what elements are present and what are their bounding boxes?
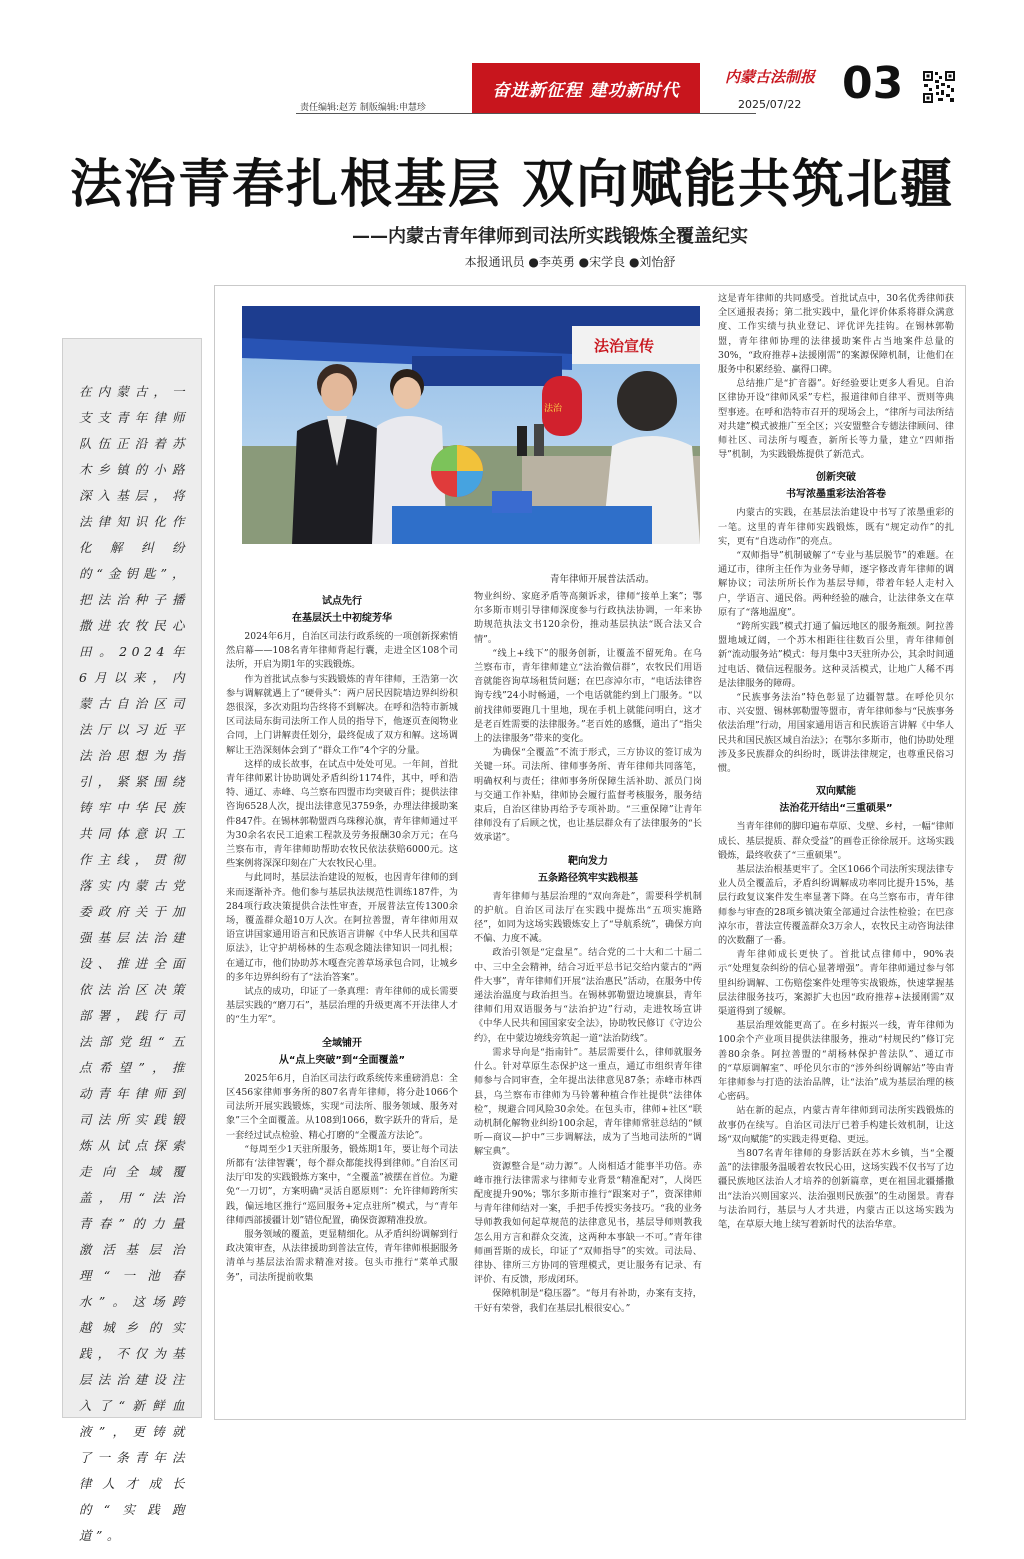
paragraph: “线上+线下”的服务创新，让覆盖不留死角。在乌兰察布市，青年律师建立“法治微信群”，农牧民们用语音就能咨询草场租赁问题；在巴彦淖尔市，“电话法律咨询专线”24小时畅通，一个电话就能约到上门服务。“以前找律师要跑几十里地，现在手机上就能问明白，这才是老百姓需要的法律服务。”老百姓的感慨，道出了“指尖上的法律服务”带来的变化。: [474, 647, 702, 745]
paragraph: 试点的成功，印证了一条真理：青年律师的成长需要基层实践的“磨刀石”，基层治理的升级更离不开法律人才的“生力军”。: [226, 986, 458, 1026]
paragraph: 当807名青年律师的身影活跃在苏木乡镇，当“全覆盖”的法律服务温暖着农牧民心田，这场实践不仅书写了边疆民族地区法治人才培养的创新篇章，更在祖国北疆播撒出“法治兴则国家兴、法治强则民族强”的生动图景。青春与法治同行，基层与人才共进，内蒙古正以这场实践为笔，在草原大地上续写着新时代的法治华章。: [718, 1147, 954, 1230]
paragraph: 物业纠纷、家庭矛盾等高频诉求，律师“接单上案”；鄂尔多斯市则引导律师深度参与行政执法协调，一年来协助规范执法文书120余份，推动基层执法“既合法又合情”。: [474, 591, 702, 645]
section-subtitle-2: 从“点上突破”到“全面覆盖”: [278, 1054, 406, 1066]
paragraph: 服务领域的覆盖，更显精细化。从矛盾纠纷调解到行政决策审查，从法律援助到普法宣传，青年律师根据服务清单与基层法治需求精准对接。包头市推行“菜单式服务”，司法所提前收集: [226, 1228, 458, 1283]
paragraph: 青年律师与基层治理的“双向奔赴”，需要科学机制的护航。自治区司法厅在实践中提炼出“五项实施路径”，如同为这场实践锻炼安上了“导航系统”，确保方向不偏、力度不减。: [474, 890, 702, 945]
qr-code-icon[interactable]: [922, 70, 956, 104]
editors-line: 责任编辑:赵芳 制版编辑:申慧珍: [300, 103, 426, 113]
paragraph: “双师指导”机制破解了“专业与基层脱节”的难题。在通辽市，律所主任作为业务导师，逐字修改青年律师的调解协议；司法所所长作为基层导师，带着年轻人走村入户，学语言、通民俗。两种经验的融合，让法律条文在草原有了“落地温度”。: [718, 550, 954, 618]
section-title-2: 全域铺开: [322, 1037, 362, 1049]
paragraph: 当青年律师的脚印遍布草原、戈壁、乡村，一幅“律师成长、基层提质、群众受益”的画卷正徐徐展开。这场实践锻炼，最终收获了“三重硕果”。: [718, 821, 954, 861]
photo-caption: 青年律师开展普法活动。: [550, 574, 655, 585]
section-subtitle-5: 法治花开结出“三重硕果”: [779, 803, 893, 815]
paragraph: 基层法治根基更牢了。全区1066个司法所实现法律专业人员全覆盖后，矛盾纠纷调解成功率同比提升15%，基层行政复议案件发生率显著下降。在乌兰察布市，青年律师参与审查的28项乡镇决策全部通过合法性检验；在巴彦淖尔市，普法宣传覆盖群众3万余人，农牧民主动咨询法律的次数翻了一番。: [718, 863, 954, 946]
svg-text:法治: 法治: [544, 404, 563, 414]
section-title-4: 创新突破: [816, 472, 856, 484]
paragraph: 这样的成长故事，在试点中处处可见。一年间，首批青年律师累计协助调处矛盾纠纷1174件，其中，呼和浩特、通辽、赤峰、乌兰察布四盟市均突破百件；提供法律咨询6528人次，提出法律意见3759条，办理法律援助案件847件。在锡林郭勒盟西乌珠穆沁旗，青年律师通过平为30余名农民工追索工程款及劳务报酬30余万元；在乌兰察布市，青年律师助帮助农牧民依法获赔6000元。这些案例将深深印刻在广大农牧民心里。: [226, 758, 458, 870]
lead-text: 在内蒙古，一支支青年律师队伍正沿着苏木乡镇的小路深入基层，将法律知识化作化解纠纷的“金钥匙”，把法治种子播撒进农牧民心田。2024年6月以来，内蒙古自治区司法厅以习近平法治思想为指引，紧紧围绕铸牢中华民族共同体意识工作主线，贯彻落实内蒙古党委政府关于加强基层法治建设、推进全面依法治区决策部署，践行司法部党组“五点希望”，推动青年律师到司法所实践锻炼从试点探索走向全域覆盖，用“法治青春”的力量激活基层治理“一池春水”。这场跨越城乡的实践，不仅为基层法治建设注入了“新鲜血液”，更铸就了一条青年法律人才成长的“实践跑道”。: [79, 384, 189, 1543]
column-middle: [474, 590, 702, 1406]
paragraph: 总结推广是“扩音器”。好经验要让更多人看见。自治区律协开设“律师风采”专栏，报道律师自律平、贾则等典型事迹。在呼和浩特市召开的现场会上，“律所与司法所结对共建”模式被推广至全区；兴安盟整合专德法律顾问、律师社区、司法所与嘎查，新所长等力量，建立“四师指导”机制，为实践锻炼提供了新范式。: [718, 378, 954, 461]
paragraph: 2025年6月，自治区司法行政系统传来重磅消息：全区456家律师事务所的807名青年律师，将分赴1066个司法所开展实践锻炼，实现“司法所、服务领域、服务对象”三个全面覆盖。从108到1066，数字跃升的背后，是一套经过试点检验、精心打磨的“全覆盖方法论”。: [226, 1072, 458, 1141]
header-rule: [296, 113, 756, 114]
section-title-5: 双向赋能: [816, 786, 856, 798]
subtitle: ——内蒙古青年律师到司法所实践锻炼全覆盖纪实: [352, 226, 748, 247]
section-title-1: 试点先行: [322, 596, 362, 607]
paragraph: 为确保“全覆盖”不流于形式，三方协议的签订成为关键一环。司法所、律师事务所、青年律师共同落笔，明确权利与责任；律师事务所保障生活补助、派员门岗与交通工作补贴，律师协会履行监督考核服务，服务结束后，自治区律协再给予专项补助。“三重保障”让青年律师没有了后顾之忧，也让基层群众有了法律服务的“长效承诺”。: [474, 747, 702, 844]
paragraph: “每周至少1天驻所服务，锻炼期1年，要让每个司法所都有‘法律智囊’，每个群众都能找得到律师。”自治区司法厅印发的实践锻炼方案中，“全覆盖”被摆在首位。为避免“一刀切”，方案明确“灵活自愿原则”：允许律师跨所实践，偏远地区推行“巡回服务+定点驻所”模式，与“青年律师西部援疆计划”错位配置，确保资源精准投放。: [226, 1143, 458, 1226]
article-photo[interactable]: [242, 306, 700, 544]
section-subtitle-1: 在基层沃土中初绽芳华: [292, 613, 392, 624]
paragraph: 基层治理效能更高了。在乡村振兴一线，青年律师为100余个产业项目提供法律服务，推动“村规民约”修订完善80余条。阿拉善盟的“胡杨林保护普法队”、通辽市的“草原调解室”、呼伦贝尔市的“涉外纠纷调解站”等由青年律师参与打造的法治品牌，让“法治”成为基层治理的核心密码。: [718, 1020, 954, 1103]
paragraph: “跨所实践”模式打通了偏远地区的服务瓶颈。阿拉善盟地域辽阔，一个苏木相距往往数百公里，青年律师创新“流动服务站”模式：每月集中3天驻所办公，其余时间通过电话、微信远程服务。这种灵活模式，让地广人稀不再是法律服务的障碍。: [718, 621, 954, 689]
theme-banner: 奋进新征程 建功新时代: [472, 63, 700, 113]
paragraph: 青年律师成长更快了。首批试点律师中，90%表示“处理复杂纠纷的信心显著增强”。青年律师通过参与邻里纠纷调解、工伤赔偿案件处理等实战锻炼，快速掌握基层法律服务技巧，案源扩大也因“政府推荐+法援刚需”双渠道得到了缓解。: [718, 949, 954, 1017]
section-subtitle-3: 五条路径筑牢实践根基: [538, 872, 638, 884]
section-title-3: 靶向发力: [568, 855, 608, 867]
paragraph: 政治引领是“定盘星”。结合党的二十大和二十届二中、三中全会精神，结合习近平总书记交给内蒙古的“两件大事”，青年律师们开展“法治惠民”活动，在服务中传递法治温度与政治担当。在锡林郭勒盟边境旗县，青年律师们用双语服务与“法治护边”行动，走进牧场宣讲《中华人民共和国国家安全法》，协助牧民修订《守边公约》，在中蒙边境线旁筑起一道“法治防线”。: [474, 947, 702, 1044]
page-title: 法治青春扎根基层 双向赋能共筑北疆: [69, 154, 955, 215]
paragraph: 2024年6月，自治区司法行政系统的一项创新探索悄然启幕——108名青年律师背起行囊，走进全区108个司法所，开启为期1年的实践锻炼。: [226, 631, 458, 671]
publication-date: 2025/07/22: [738, 98, 802, 111]
section-subtitle-4: 书写浓墨重彩法治答卷: [786, 489, 886, 501]
page-number: 03: [842, 58, 904, 109]
column-right: [718, 292, 954, 1406]
paragraph: “民族事务法治”特色彰显了边疆智慧。在呼伦贝尔市、兴安盟、锡林郭勒盟等盟市，青年律师参与“民族事务依法治理”行动，用国家通用语言和民族语言讲解《中华人民共和国民族区域自治法》；在鄂尔多斯市，他们协助处理涉及多民族群众的纠纷时，既讲法律规定，也尊重民俗习惯。: [718, 692, 954, 775]
paragraph: 站在新的起点，内蒙古青年律师到司法所实践锻炼的故事仍在续写。自治区司法厅已着手构建长效机制，让这场“双向赋能”的实践走得更稳、更远。: [718, 1105, 954, 1145]
paragraph: 与此同时，基层法治建设的短板，也因青年律师的到来而逐渐补齐。他们参与基层执法规范性训练187件，为284项行政决策提供合法性审查，开展普法宣传1300余场，覆盖群众超10万人次。在阿拉善盟，青年律师用双语宣讲国家通用语言和民族语言讲解《中华人民共和国草原法》，让守护胡杨林的生态观念随法律知识一同扎根；在通辽市，他们协助苏木嘎查完善草场承包合同，让城乡的多年边界纠纷有了“法治答案”。: [226, 872, 458, 983]
paragraph: 需求导向是“指南针”。基层需要什么，律师就服务什么。针对草原生态保护这一重点，通辽市组织青年律师参与合同审查，全年提出法律意见87条；赤峰市林西县，乌兰察布市律师为马铃薯种植合作社提供“法律体检”，规避合同风险30余处。在包头市，律师+社区“联动机制化解物业纠纷100余起，青年律师常驻总结的“倾听—商议—护中”三步调解法，成为了当地司法所的“调解宝典”。: [474, 1046, 702, 1158]
paragraph: 资源整合是“动力源”。人岗相适才能事半功倍。赤峰市推行法律需求与律师专业背景“精准配对”，人岗匹配度提升90%；鄂尔多斯市推行“跟案对子”，资深律师与青年律师结对一案，手把手传授实务技巧。“我的业务导师教我如何起草规范的法律意见书，基层导师则教我怎么用方言和群众交流，这两种本事缺一不可。”青年律师画晋斯的成长，印证了“双师指导”的实效。司法局、律协、律所三方协同的管理模式，更让服务有记录、有评价、有反馈，形成闭环。: [474, 1160, 702, 1286]
paragraph: 内蒙古的实践，在基层法治建设中书写了浓墨重彩的一笔。这里的青年律师实践锻炼，既有“规定动作”的扎实，更有“自选动作”的亮点。: [718, 507, 954, 547]
tent-sign: 法治宣传: [594, 337, 655, 355]
paragraph: 这是青年律师的共同感受。首批试点中，30名优秀律师获全区通报表扬；第二批实践中，量化评价体系将群众满意度、工作实绩与执业登记、评优评先挂钩。在锡林郭勒盟，青年律师协理的法律援助案件占当地案件总量的30%，“政府推荐+法援刚需”的案源保障机制，让他们在服务中积累经验、赢得口碑。: [718, 293, 954, 376]
lead-sidebar: [62, 338, 202, 1543]
column-left: [226, 586, 458, 1406]
paragraph: 保障机制是“稳压器”。“每月有补助，办案有支持，干好有荣誉，我们在基层扎根很安心。”: [474, 1288, 702, 1314]
byline: 本报通讯员 ●李英勇 ●宋学良 ●刘怡舒: [464, 255, 676, 269]
paper-logo: 内蒙古法制报: [725, 68, 816, 86]
paragraph: 作为首批试点参与实践锻炼的青年律师，王浩第一次参与调解就遇上了“硬骨头”：两户居民因院墙边界纠纷积怨很深，多次劝阻均告终将不到解决。在呼和浩特市新城区司法局东街司法所工作人员的指导下，他逐页查阅物业合同，上门讲解责任划分，最终促成了双方和解。这场调解让王浩深刻体会到了“群众工作”4个字的分量。: [226, 673, 458, 756]
